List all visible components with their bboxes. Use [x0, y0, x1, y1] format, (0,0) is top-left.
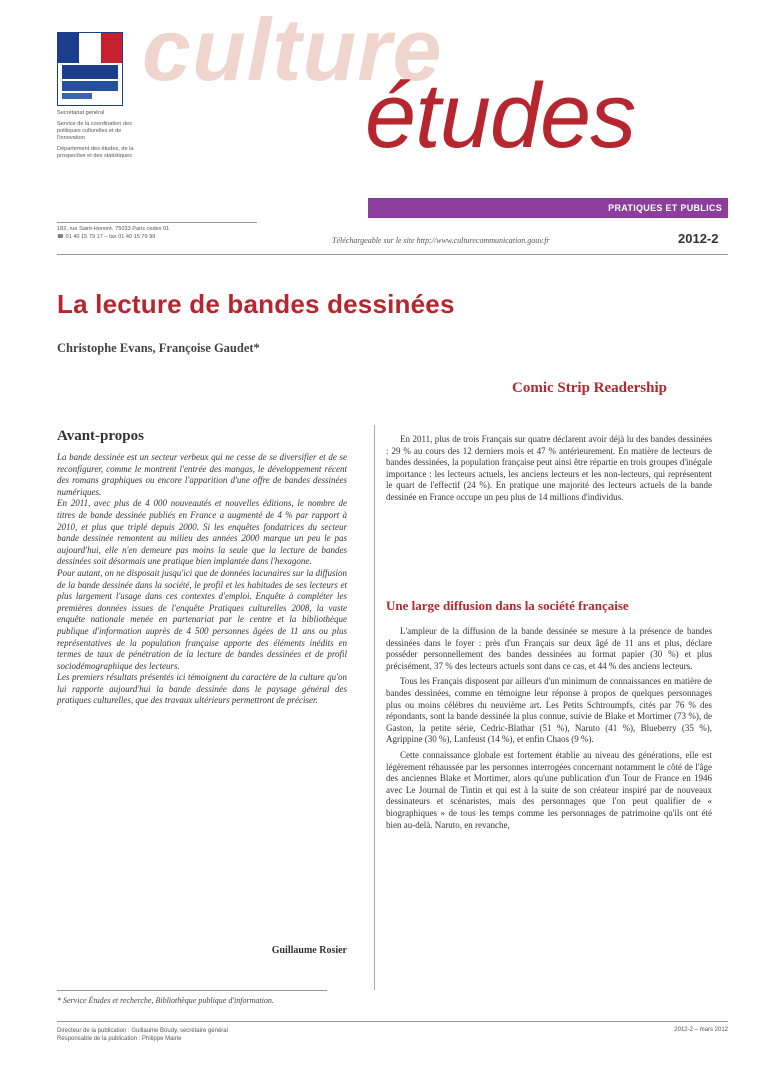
paragraph: En 2011, plus de trois Français sur quatre déclarent avoir déjà lu des bandes dessinées : 29 % au cours des 12 derniers mois et 47 % antérieurement. En matière de lecteurs de bandes dessinées, la population française peut ainsi être répartie en trois groupes d'inégale importance : les lecteurs actuels, les anciens lecteurs et les non-lecteurs, qui représentent le quart de l'effectif (24 %). En pratique une majorité des lecteurs actuels de la bande dessinée en France occupe un peu plus de 14 millions d'individus. [386, 434, 712, 502]
authors: Christophe Evans, Françoise Gaudet* [57, 341, 260, 355]
paragraph: Cette connaissance globale est fortement établie au niveau des générations, elle est légèrement réhaussée par les personnes interrogées concernant notamment le côté de l'âge des anciennes Blake et Mortimer, alors qu'une publication d'un Tour de France en 1946 avec Le Journal de Tintin et qui est à la suite de son créateur inspiré par de nouveaux dessinateurs et scénaristes, mais des personnages que l'on peut qualifier de « biographiques » de tous les temps comme les personnages de patrimoine qu'ils ont été bien au-delà. Naruto, en revanche, [386, 749, 712, 830]
paragraph: Tous les Français disposent par ailleurs d'un minimum de connaissances en matière de bandes dessinées, comme en témoigne leur réponse à propos de quelques personnages plus ou moins célèbres du neuvième art. Les Petits Schtroumpfs, cités par 76 % des répondants, sont la bande dessinée la plus connue, suivie de Blake et Mortimer (73 %), de Gaston, la petite série, Cedric-Blathar (51 %), Naruto (41 %), Blueberry (35 %), Agrippine (30 %), Lanfeust (14 %), et enfin Chaos (9 %). [386, 676, 712, 745]
publication-credits [57, 1027, 228, 1043]
issue-date: 2012-2 – mars 2012 [674, 1027, 728, 1033]
footnote: * Service Études et recherche, Bibliothèque publique d'information. [57, 996, 274, 1005]
subheading: Une large diffusion dans la société française [386, 598, 629, 613]
address: 182, rue Saint-Honoré, 75033 Paris cedex 01 [57, 226, 170, 232]
ministry-block [57, 110, 137, 164]
ministry-line: Secrétariat général [57, 110, 105, 116]
phone: ☎ 01 40 15 79 17 – fax 01 40 15 79 99 [57, 234, 156, 240]
french-flag-icon [58, 33, 122, 63]
intro-text [386, 434, 712, 504]
paragraph: Pour autant, on ne disposait jusqu'ici que de données lacunaires sur la diffusion de la bande dessinée dans la société, le profil et les habitudes de ses lecteurs et plus largement l'usage dans ces contextes d'emploi. Enquête à compléter les premières données issues de l'enquête Pratiques culturelles 2008, la vaste enquête nationale menée en partenariat par le centre et la bibliothèque publique d'information auprès de 4 500 personnes âgées de 11 ans ou plus représentatives de la population française apporte des éléments inédits en termes de taux de pénétration de la lecture de bandes dessinées et de profil sociodémographique des lecteurs. [57, 567, 347, 671]
english-title: Comic Strip Readership [512, 380, 667, 396]
paragraph: La bande dessinée est un secteur verbeux qui ne cesse de se diversifier et de se reconfigurer, comme le montrent l'entrée des mangas, le développement récent des romans graphiques ou encore l'apparition d'une offre de bandes dessinées numériques. [57, 452, 347, 497]
ministry-line: Département des études, de la prospective et des statistiques [57, 146, 134, 159]
body-text [386, 626, 712, 835]
divider [57, 990, 327, 991]
publication-manager: Responsable de la publication : Philippe Mairie [57, 1036, 182, 1042]
signature: Guillaume Rosier [271, 945, 347, 956]
ministry-logo [57, 32, 123, 106]
divider [57, 254, 728, 255]
ministry-line: Service de la coordination des politiques culturelles et de l'innovation [57, 121, 132, 141]
download-link[interactable]: Téléchargeable sur le site http://www.culturecommunication.gouv.fr [332, 236, 550, 245]
logo-band [62, 81, 118, 91]
address-block [57, 225, 267, 241]
divider [57, 1021, 728, 1022]
publisher: Directeur de la publication : Guillaume Boudy, secrétaire général [57, 1028, 228, 1034]
brand-culture: culture [142, 0, 443, 99]
logo-band [62, 65, 118, 79]
column-divider [374, 425, 375, 990]
divider [57, 222, 257, 223]
issue-number: 2012-2 [678, 231, 719, 246]
page-title: La lecture de bandes dessinées [57, 289, 455, 319]
brand-etudes: études [365, 65, 636, 167]
section-tag: PRATIQUES ET PUBLICS [368, 198, 728, 218]
paragraph: L'ampleur de la diffusion de la bande dessinée se mesure à la présence de bandes dessinées dans le foyer : près d'un Français sur deux âgé de 11 ans et plus, déclare posséder personnellement des bandes dessinées au format papier (30 %) et plus précisément, 37 % des lecteurs actuels sont dans ce cas, et 44 % des anciens lecteurs. [386, 626, 712, 671]
avant-propos-text [57, 452, 347, 707]
avant-propos-heading: Avant-propos [57, 428, 144, 444]
paragraph: Les premiers résultats présentés ici témoignent du caractère de la culture qu'on lui rapporte aujourd'hui la bande dessinée dans le paysage général des pratiques culturelles, que des travaux ultérieurs permettront de préciser. [57, 672, 347, 706]
paragraph: En 2011, avec plus de 4 000 nouveautés et nouvelles éditions, le nombre de titres de bande dessinée publiés en France a augmenté de 4 % par rapport à 2010, et plus que triplé depuis 2000. Si les enquêtes fondatrices du secteur bande dessinée remontent au milieu des années 2000 marque un peu le pas aujourd'hui, elle n'en demeure pas moins la seule que la lecture de bandes dessinées soit désormais une pratique bien implantée dans l'hexagone. [57, 498, 347, 567]
logo-band [62, 93, 92, 99]
